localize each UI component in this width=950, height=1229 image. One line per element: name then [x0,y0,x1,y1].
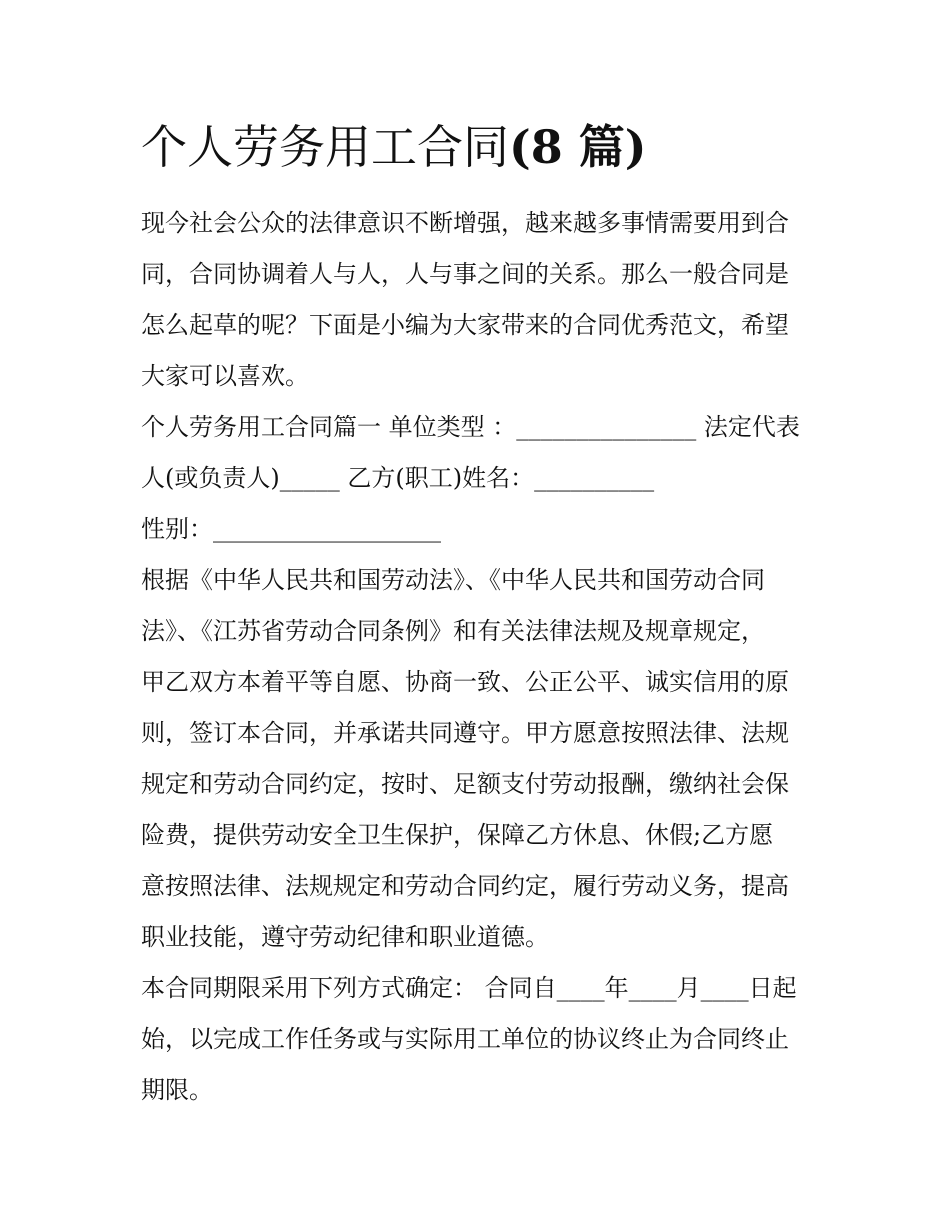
document-title [141,118,813,176]
text-line: 同，合同协调着人与人，人与事之间的关系。那么一般合同是 [141,260,789,288]
text-line: 法》、《江苏省劳动合同条例》和有关法律法规及规章规定， [141,617,765,645]
text-line: 个人劳务用工合同篇一 单位类型 ：_______________ 法定代表 [141,413,800,441]
text-line: 险费，提供劳动安全卫生保护，保障乙方休息、休假;乙方愿 [141,821,774,849]
document-title-main: 个人劳务用工合同 [141,120,509,174]
text-line: 本合同期限采用下列方式确定： 合同自____年____月____日起 [141,974,797,1002]
text-line: 意按照法律、法规规定和劳动合同约定，履行劳动义务，提高 [141,872,789,900]
text-line: 现今社会公众的法律意识不断增强，越来越多事情需要用到合 [141,209,789,237]
term-paragraph [141,963,813,1116]
text-line: 职业技能，遵守劳动纪律和职业道德。 [141,923,549,951]
text-line: 则，签订本合同，并承诺共同遵守。甲方愿意按照法律、法规 [141,719,789,747]
text-line: 怎么起草的呢？下面是小编为大家带来的合同优秀范文，希望 [141,311,789,339]
text-line: 人(或负责人)_____ 乙方(职工)姓名：__________ [141,464,655,492]
basis-paragraph [141,555,813,963]
text-line: 根据《中华人民共和国劳动法》、《中华人民共和国劳动合同 [141,566,765,594]
intro-paragraph [141,198,813,402]
text-line: 甲乙双方本着平等自愿、协商一致、公正公平、诚实信用的原 [141,668,789,696]
section1-header-paragraph [141,402,813,555]
text-line: 规定和劳动合同约定，按时、足额支付劳动报酬，缴纳社会保 [141,770,789,798]
text-line: 期限。 [141,1076,213,1104]
document-page [141,118,813,1116]
document-title-count: (8 篇) [509,120,647,174]
text-line: 大家可以喜欢。 [141,362,309,390]
text-line: 始，以完成工作任务或与实际用工单位的协议终止为合同终止 [141,1025,789,1053]
text-line: 性别：___________________ [141,515,441,543]
